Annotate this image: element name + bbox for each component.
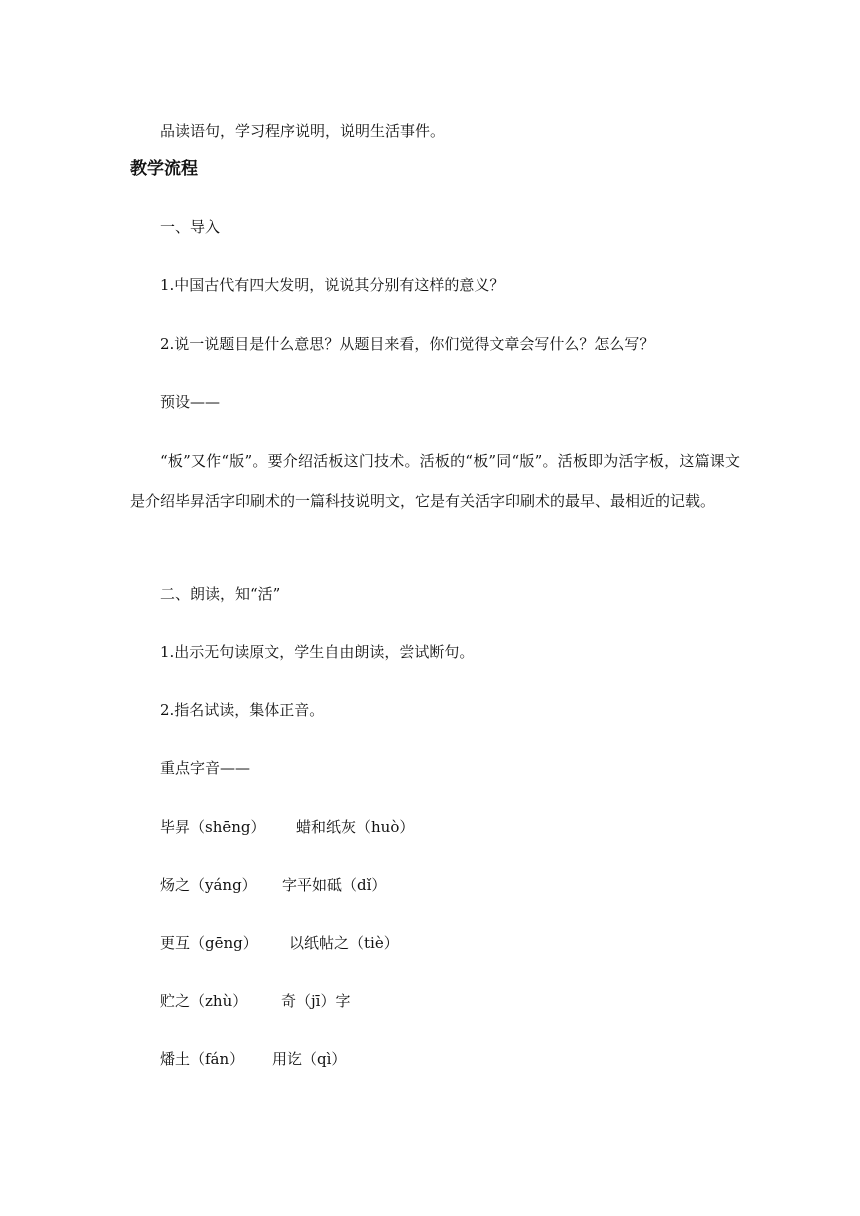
pronunciation-item: 炀之（yáng）	[160, 876, 257, 894]
part2-heading: 二、朗读，知“活”	[160, 585, 281, 603]
pronunciation-item: 贮之（zhù）	[160, 992, 248, 1010]
pronunciation-item: 蜡和纸灰（huò）	[296, 818, 415, 836]
pronunciation-item: 更互（gēng）	[160, 934, 258, 952]
explanation-paragraph: “板”又作“版”。要介绍活板这门技术。活板的“板”同“版”。活板即为活字板，这篇课文是介绍毕昇活字印刷术的一篇科技说明文，它是有关活字印刷术的最早、最相近的记载。	[130, 452, 740, 510]
preset-label: 预设——	[160, 393, 221, 411]
pronunciation-item: 燔土（fán）	[160, 1050, 245, 1068]
question-1: 1.中国古代有四大发明，说说其分别有这样的意义？	[160, 276, 505, 294]
pronunciation-item: 以纸帖之（tiè）	[289, 934, 399, 952]
pronunciation-item: 奇（jī）字	[281, 992, 351, 1010]
part1-heading: 一、导入	[160, 218, 221, 236]
section-title: 教学流程	[130, 159, 198, 179]
objective-text: 品读语句，学习程序说明，说明生活事件。	[160, 122, 446, 140]
step-1: 1.出示无句读原文，学生自由朗读，尝试断句。	[160, 643, 475, 661]
pronunciation-item: 用讫（qì）	[272, 1050, 347, 1068]
question-2: 2.说一说题目是什么意思？从题目来看，你们觉得文章会写什么？怎么写？	[160, 335, 655, 353]
key-sounds-label: 重点字音——	[160, 759, 251, 777]
pronunciation-item: 毕昇（shēng）	[160, 818, 266, 836]
pronunciation-item: 字平如砥（dǐ）	[282, 876, 387, 894]
step-2: 2.指名试读，集体正音。	[160, 701, 325, 719]
